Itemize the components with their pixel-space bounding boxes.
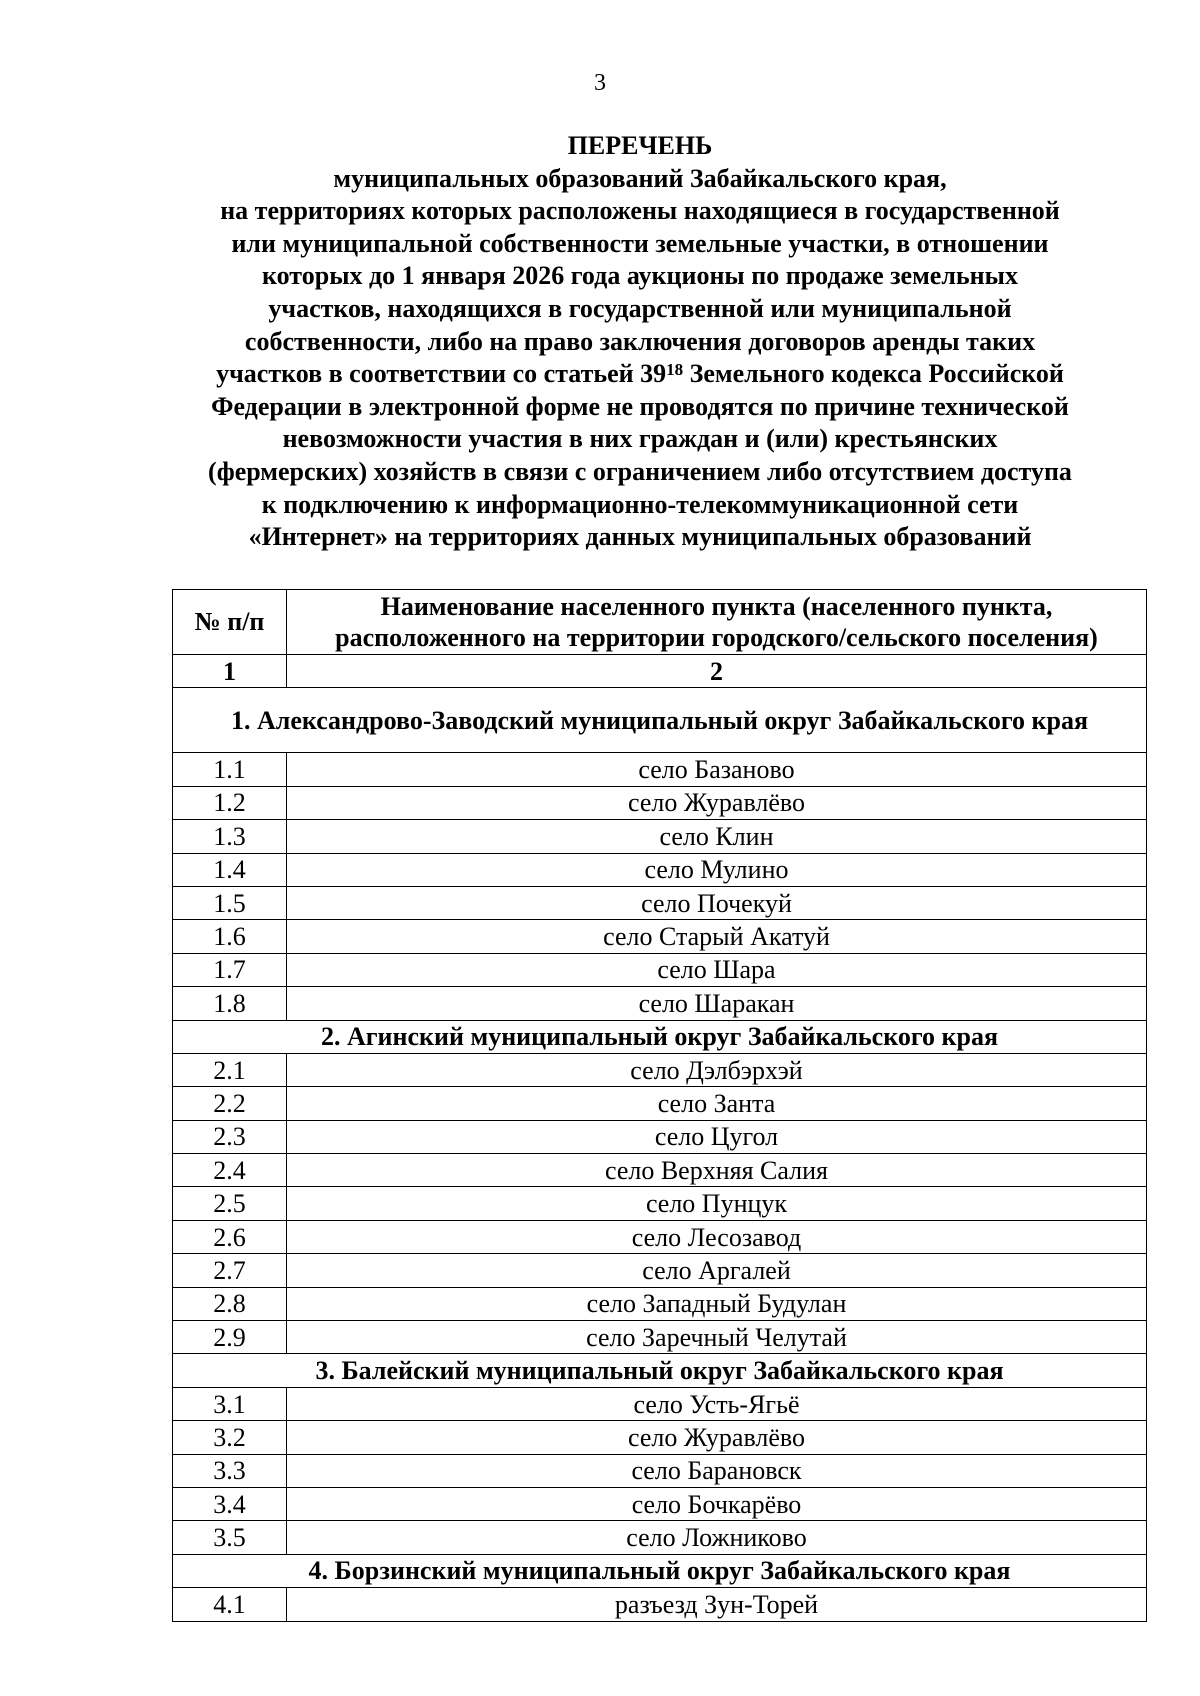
table-row xyxy=(173,886,1147,919)
row-number: 1.2 xyxy=(173,786,287,819)
document-heading xyxy=(140,130,1140,554)
table-row xyxy=(173,1387,1147,1420)
district-title: 2. Агинский муниципальный округ Забайкальского края xyxy=(173,1020,1147,1053)
district-title: 1. Александрово-Заводский муниципальный округ Забайкальского края xyxy=(173,688,1147,753)
district-row xyxy=(173,688,1147,753)
table-row xyxy=(173,853,1147,886)
column-number-2: 2 xyxy=(287,655,1147,688)
row-number: 1.6 xyxy=(173,920,287,953)
settlement-name: село Шара xyxy=(287,953,1147,986)
table-row xyxy=(173,753,1147,786)
table-row xyxy=(173,1487,1147,1520)
row-number: 3.2 xyxy=(173,1421,287,1454)
row-number: 1.8 xyxy=(173,987,287,1020)
district-row xyxy=(173,1554,1147,1587)
article-superscript: 18 xyxy=(666,360,684,380)
settlement-name: село Бочкарёво xyxy=(287,1487,1147,1520)
heading-line: собственности, либо на право заключения договоров аренды таких xyxy=(244,326,1036,356)
article-text-before: участков в соответствии со статьей 39 xyxy=(216,359,667,389)
settlement-name: село Аргалей xyxy=(287,1254,1147,1287)
row-number: 2.1 xyxy=(173,1053,287,1086)
settlements-table xyxy=(172,589,1147,1622)
row-number: 4.1 xyxy=(173,1588,287,1621)
row-number: 1.1 xyxy=(173,753,287,786)
settlement-name: село Верхняя Салия xyxy=(287,1154,1147,1187)
table-row xyxy=(173,786,1147,819)
table-row xyxy=(173,1053,1147,1086)
row-number: 1.7 xyxy=(173,953,287,986)
settlement-name: село Журавлёво xyxy=(287,1421,1147,1454)
table-row xyxy=(173,1154,1147,1187)
table-row xyxy=(173,1287,1147,1320)
settlement-name: село Занта xyxy=(287,1087,1147,1120)
row-number: 3.4 xyxy=(173,1487,287,1520)
settlement-name: село Журавлёво xyxy=(287,786,1147,819)
header-name-cell: Наименование населенного пункта (населенного пункта, расположенного на территории городского/сельского поселения) xyxy=(287,590,1147,655)
table-row xyxy=(173,1187,1147,1220)
row-number: 2.4 xyxy=(173,1154,287,1187)
header-number-cell: № п/п xyxy=(173,590,287,655)
table-row xyxy=(173,987,1147,1020)
table-row xyxy=(173,1254,1147,1287)
column-number-row xyxy=(173,655,1147,688)
article-text-after: Земельного кодекса Российской xyxy=(683,359,1064,389)
row-number: 2.2 xyxy=(173,1087,287,1120)
row-number: 2.3 xyxy=(173,1120,287,1153)
table-row xyxy=(173,1321,1147,1354)
settlement-name: село Базаново xyxy=(287,753,1147,786)
heading-line: «Интернет» на территориях данных муниципальных образований xyxy=(248,522,1032,552)
heading-line: на территориях которых расположены находящиеся в государственной xyxy=(220,196,1060,226)
heading-line: невозможности участия в них граждан и (или) крестьянских xyxy=(282,424,998,454)
settlement-name: село Старый Акатуй xyxy=(287,920,1147,953)
table-header-row xyxy=(173,590,1147,655)
table-row xyxy=(173,1588,1147,1621)
table-row xyxy=(173,1087,1147,1120)
heading-line: или муниципальной собственности земельные участки, в отношении xyxy=(231,228,1049,258)
settlement-name: село Лесозавод xyxy=(287,1220,1147,1253)
district-row xyxy=(173,1354,1147,1387)
row-number: 3.1 xyxy=(173,1387,287,1420)
settlements-table-body xyxy=(173,590,1147,1622)
district-title: 4. Борзинский муниципальный округ Забайкальского края xyxy=(173,1554,1147,1587)
settlement-name: село Цугол xyxy=(287,1120,1147,1153)
settlement-name: село Заречный Челутай xyxy=(287,1321,1147,1354)
table-row xyxy=(173,1521,1147,1554)
page-number: 3 xyxy=(594,70,606,96)
row-number: 1.4 xyxy=(173,853,287,886)
column-number-1: 1 xyxy=(173,655,287,688)
settlement-name: село Ложниково xyxy=(287,1521,1147,1554)
row-number: 3.5 xyxy=(173,1521,287,1554)
row-number: 2.6 xyxy=(173,1220,287,1253)
heading-line: (фермерских) хозяйств в связи с ограничением либо отсутствием доступа xyxy=(208,456,1072,486)
settlement-name: село Барановск xyxy=(287,1454,1147,1487)
district-title: 3. Балейский муниципальный округ Забайкальского края xyxy=(173,1354,1147,1387)
document-title: ПЕРЕЧЕНЬ xyxy=(567,131,713,160)
row-number: 1.3 xyxy=(173,820,287,853)
heading-line-article xyxy=(140,358,1140,391)
table-row xyxy=(173,1454,1147,1487)
heading-line: муниципальных образований Забайкальского края, xyxy=(333,163,947,193)
row-number: 3.3 xyxy=(173,1454,287,1487)
row-number: 2.9 xyxy=(173,1321,287,1354)
table-row xyxy=(173,953,1147,986)
table-row xyxy=(173,820,1147,853)
settlement-name: разъезд Зун-Торей xyxy=(287,1588,1147,1621)
settlement-name: село Пунцук xyxy=(287,1187,1147,1220)
row-number: 2.7 xyxy=(173,1254,287,1287)
table-row xyxy=(173,1120,1147,1153)
settlement-name: село Усть-Ягьё xyxy=(287,1387,1147,1420)
settlement-name: село Почекуй xyxy=(287,886,1147,919)
table-row xyxy=(173,1421,1147,1454)
heading-line: Федерации в электронной форме не проводятся по причине технической xyxy=(211,391,1069,421)
heading-line: к подключению к информационно-телекоммуникационной сети xyxy=(261,489,1019,519)
settlement-name: село Шаракан xyxy=(287,987,1147,1020)
table-row xyxy=(173,920,1147,953)
table-row xyxy=(173,1220,1147,1253)
row-number: 2.5 xyxy=(173,1187,287,1220)
district-row xyxy=(173,1020,1147,1053)
row-number: 1.5 xyxy=(173,886,287,919)
settlement-name: село Клин xyxy=(287,820,1147,853)
settlement-name: село Западный Будулан xyxy=(287,1287,1147,1320)
settlement-name: село Мулино xyxy=(287,853,1147,886)
heading-line: участков, находящихся в государственной или муниципальной xyxy=(268,293,1012,323)
settlement-name: село Дэлбэрхэй xyxy=(287,1053,1147,1086)
heading-line: которых до 1 января 2026 года аукционы по продаже земельных xyxy=(262,261,1018,291)
row-number: 2.8 xyxy=(173,1287,287,1320)
